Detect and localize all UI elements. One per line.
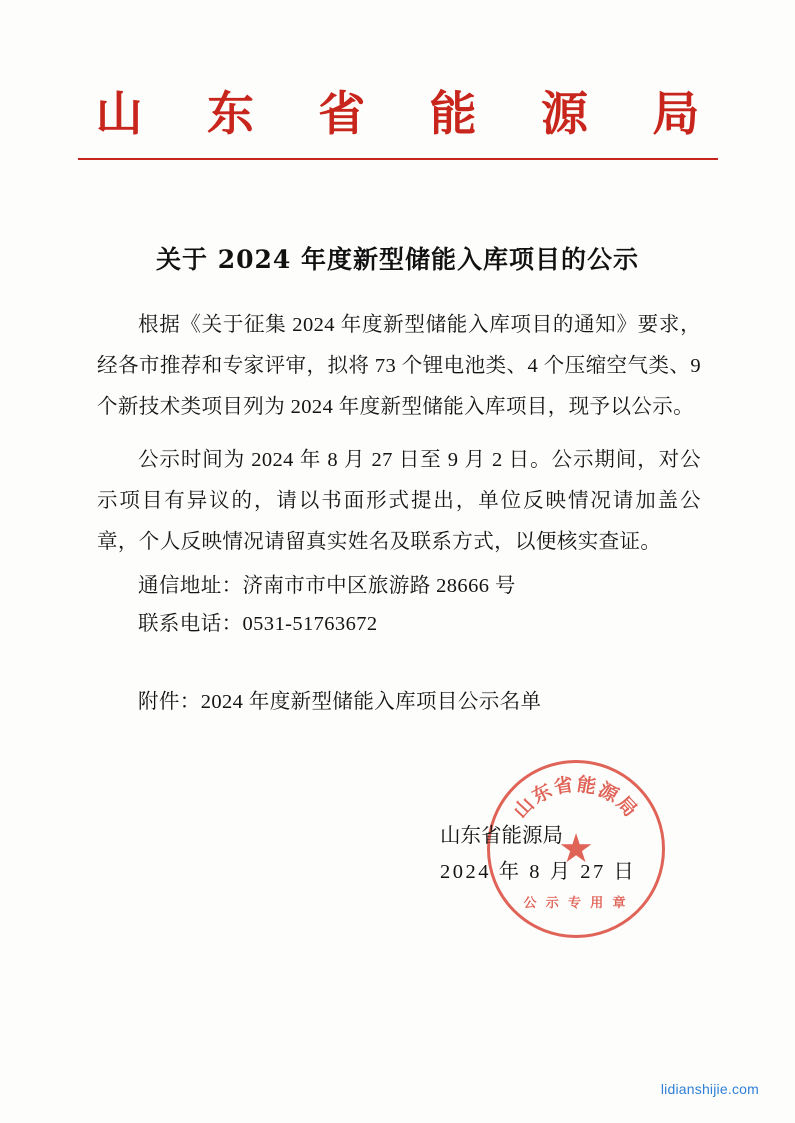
body-paragraph-1: 根据《关于征集 2024 年度新型储能入库项目的通知》要求，经各市推荐和专家评审，拟将 73 个锂电池类、4 个压缩空气类、9 个新技术类项目列为 2024 年度新型储能入库项目，现予以公示。 (97, 314, 701, 418)
letterhead-divider (78, 158, 718, 160)
signature-issuer: 山东省能源局 (440, 825, 563, 847)
letterhead-title: 山 东 省 能 源 局 (95, 87, 724, 142)
signature-date: 2024 年 8 月 27 日 (440, 861, 637, 883)
attachment-line: 附件：2024 年度新型储能入库项目公示名单 (138, 691, 542, 713)
page-title: 关于 2024 年度新型储能入库项目的公示 (156, 245, 639, 274)
seal-star-icon: ★ (558, 826, 594, 871)
body-paragraph-2: 公示时间为 2024 年 8 月 27 日至 9 月 2 日。公示期间，对公示项目有异议的，请以书面形式提出，单位反映情况请加盖公章，个人反映情况请留真实姓名及联系方式，以便核实查证。 (97, 449, 701, 553)
body-spacer (97, 643, 701, 683)
seal-bottom-text: 公 示 专 用 章 (523, 895, 629, 910)
contact-address-value: 济南市市中区旅游路 28666 号 (242, 575, 516, 597)
svg-text:山东省能源局: 山东省能源局 (509, 773, 643, 823)
contact-phone (97, 605, 701, 643)
contact-phone-value: 0531-51763672 (242, 613, 378, 635)
contact-phone-label: 联系电话： (138, 613, 243, 635)
footer-watermark: lidianshijie.com (660, 1081, 759, 1097)
letterhead (0, 88, 795, 142)
document-body (97, 305, 701, 721)
contact-address-label: 通信地址： (138, 575, 243, 597)
signature-block (440, 818, 670, 890)
contact-address (97, 567, 701, 605)
